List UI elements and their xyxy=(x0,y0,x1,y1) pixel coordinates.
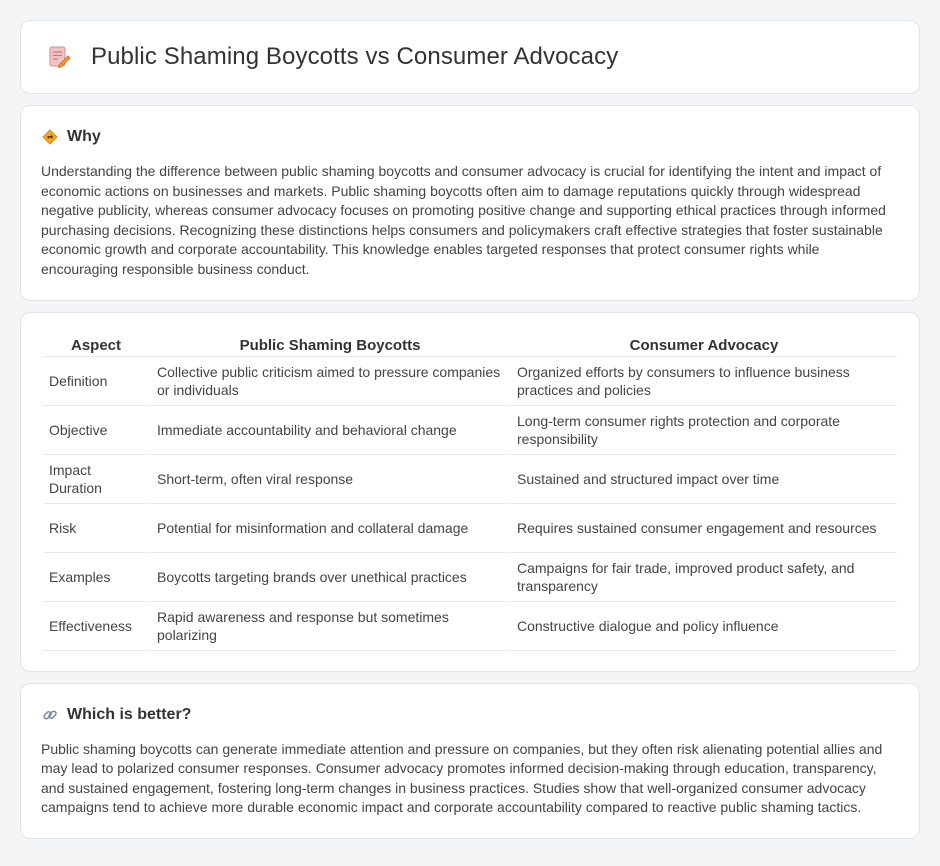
header-aspect: Aspect xyxy=(43,331,149,357)
table-header-row xyxy=(43,331,897,357)
table-row xyxy=(43,455,897,504)
table-cell: Potential for misinformation and collateral damage xyxy=(151,504,509,553)
better-title: Which is better? xyxy=(67,705,192,723)
table-cell: Constructive dialogue and policy influence xyxy=(511,602,897,651)
aspect-cell: Impact Duration xyxy=(43,455,149,504)
header-card xyxy=(20,20,920,94)
table-cell: Organized efforts by consumers to influence business practices and policies xyxy=(511,357,897,406)
better-section xyxy=(20,683,920,839)
header-public-shaming: Public Shaming Boycotts xyxy=(151,331,509,357)
table-row xyxy=(43,406,897,455)
aspect-cell: Examples xyxy=(43,553,149,602)
aspect-cell: Effectiveness xyxy=(43,602,149,651)
aspect-cell: Definition xyxy=(43,357,149,406)
why-title: Why xyxy=(67,128,101,145)
table-cell: Long-term consumer rights protection and corporate responsibility xyxy=(511,406,897,455)
table-cell: Short-term, often viral response xyxy=(151,455,509,504)
why-text: Understanding the difference between public shaming boycotts and consumer advocacy is crucial for identifying the intent and impact of economic actions on businesses and markets. Public shaming boycotts often aim to damage reputations quickly through widespread negative publicity, whereas consumer advocacy focuses on promoting positive change and supporting ethical practices through informed purchasing decisions. Recognizing these distinctions helps consumers and policymakers craft effective strategies that foster sustainable economic growth and corporate accountability. This knowledge enables targeted responses that protect consumer rights while encouraging responsible business conduct. xyxy=(41,163,886,277)
aspect-cell: Risk xyxy=(43,504,149,553)
signpost-icon xyxy=(41,128,59,146)
why-header xyxy=(41,128,899,146)
page-title: Public Shaming Boycotts vs Consumer Advocacy xyxy=(91,43,619,70)
better-header xyxy=(41,706,899,724)
table-row xyxy=(43,602,897,651)
header-consumer-advocacy: Consumer Advocacy xyxy=(511,331,897,357)
table-cell: Collective public criticism aimed to pressure companies or individuals xyxy=(151,357,509,406)
comparison-table-card xyxy=(20,312,920,672)
document-edit-icon xyxy=(45,43,73,71)
table-cell: Boycotts targeting brands over unethical practices xyxy=(151,553,509,602)
table-cell: Rapid awareness and response but sometimes polarizing xyxy=(151,602,509,651)
table-row xyxy=(43,504,897,553)
table-cell: Sustained and structured impact over time xyxy=(511,455,897,504)
link-icon xyxy=(41,706,59,724)
table-cell: Immediate accountability and behavioral change xyxy=(151,406,509,455)
aspect-cell: Objective xyxy=(43,406,149,455)
comparison-table xyxy=(41,331,899,651)
table-row xyxy=(43,357,897,406)
table-row xyxy=(43,553,897,602)
table-cell: Requires sustained consumer engagement and resources xyxy=(511,504,897,553)
better-text: Public shaming boycotts can generate immediate attention and pressure on companies, but they often risk alienating potential allies and may lead to polarized consumer responses. Consumer advocacy promotes informed decision-making through education, transparency, and sustained engagement, fostering long-term changes in business practices. Studies show that well-organized consumer advocacy campaigns tend to achieve more durable economic impact and corporate accountability compared to reactive public shaming tactics. xyxy=(41,740,883,816)
why-section xyxy=(20,105,920,301)
table-cell: Campaigns for fair trade, improved product safety, and transparency xyxy=(511,553,897,602)
